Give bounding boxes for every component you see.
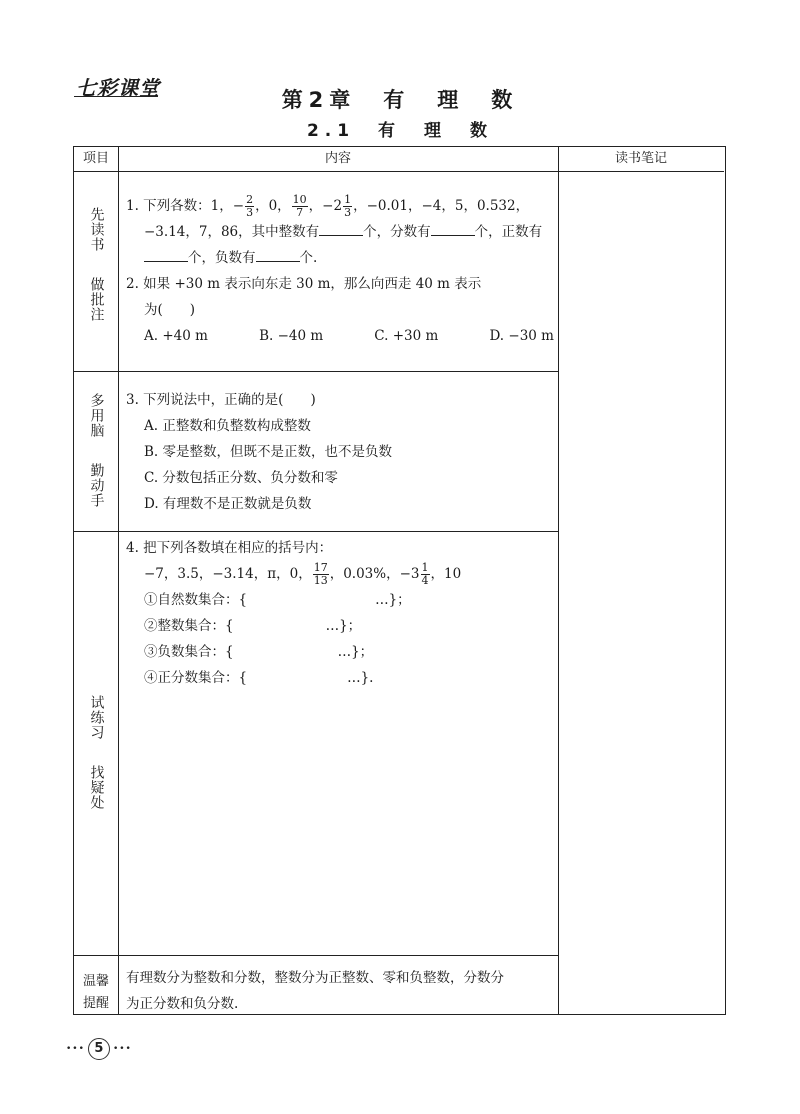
chapter-title: 第2章 有 理 数 [281,88,519,112]
row-label-read: 先读书 做批注 [88,207,105,322]
set-negative[interactable]: ③负数集合：{ …}； [144,644,374,660]
logo: 七彩课堂 [76,76,160,100]
answer-blank[interactable] [256,247,300,262]
header-item: 项目 [82,151,109,166]
q1-line3: 个，负数有 个. [126,245,556,271]
fraction: $\frac{1}{4}$ [421,561,429,587]
answer-blank[interactable] [144,247,188,262]
column-divider [118,147,119,1014]
q3-stem: 3. 下列说法中，正确的是( ) [126,392,316,408]
fraction: $\frac{10}{7}$ [292,193,307,219]
q3-option-b[interactable]: B. 零是整数，但既不是正数，也不是负数 [144,444,393,460]
set-natural[interactable]: ①自然数集合：{ …}； [144,592,411,608]
q2-option-a[interactable]: A. +40 m [144,328,208,344]
fraction: $\frac{2}{3}$ [246,193,254,219]
answer-blank[interactable] [319,221,363,236]
q3-option-a[interactable]: A. 正整数和负整数构成整数 [144,418,311,434]
q2-option-d[interactable]: D. −30 m [489,328,554,344]
q2-option-c[interactable]: C. +30 m [374,328,439,344]
q2-option-b[interactable]: B. −40 m [259,328,324,344]
page-number-value: 5 [88,1038,110,1060]
row-divider [74,955,558,956]
q2-options [126,323,554,349]
column-divider [558,147,559,1014]
question-3 [126,387,556,517]
set-positive-fraction[interactable]: ④正分数集合：{ …}. [144,670,374,686]
header-content: 内容 [324,151,351,166]
row-divider [74,531,558,532]
tip-content [126,965,556,1017]
header-divider [74,171,724,172]
tip-line1: 有理数分为整数和分数，整数分为正整数、零和负整数，分数分 [126,970,504,986]
section-title: 2.1 有 理 数 [306,121,494,141]
q4-numbers: −7，3.5，−3.14，π，0， $\frac{17}{13}$ ，0.03%，−3 $\frac{1}{4}$ ，10 [144,561,462,587]
q1-line1: 1. 下列各数：1，− $\frac{2}{3}$ ，0， $\frac{10}{7}$ ，−2 $\frac{1}{3}$ ，−0.01，−4，5，0.532， [126,193,530,219]
q1-line2: −3.14，7，86，其中整数有 个，分数有 个，正数有 [126,219,556,245]
answer-blank[interactable] [431,221,475,236]
q4-stem: 4. 把下列各数填在相应的括号内： [126,540,333,556]
question-4 [126,535,556,691]
set-integer[interactable]: ②整数集合：{ …}； [144,618,362,634]
question-1-2 [126,193,556,349]
tip-label: 温馨 提醒 [82,974,109,1011]
q3-option-c[interactable]: C. 分数包括正分数、负分数和零 [144,470,338,486]
q3-option-d[interactable]: D. 有理数不是正数就是负数 [144,496,312,512]
fraction: $\frac{1}{3}$ [344,193,352,219]
row-divider [74,371,558,372]
q2-line1: 2. 如果 +30 m 表示向东走 30 m，那么向西走 40 m 表示 [126,276,482,292]
tip-line2: 为正分数和负分数. [126,996,239,1012]
q2-line2: 为( ) [144,302,196,318]
decorative-dots: ••• [112,1044,132,1054]
study-table [73,146,726,1015]
row-label-think: 多用脑 勤动手 [88,393,105,508]
row-label-practice: 试练习 找疑处 [88,695,105,810]
page-number [66,1038,132,1060]
header-notes: 读书笔记 [614,151,667,166]
decorative-dots: ••• [66,1044,85,1054]
fraction: $\frac{17}{13}$ [313,561,328,587]
